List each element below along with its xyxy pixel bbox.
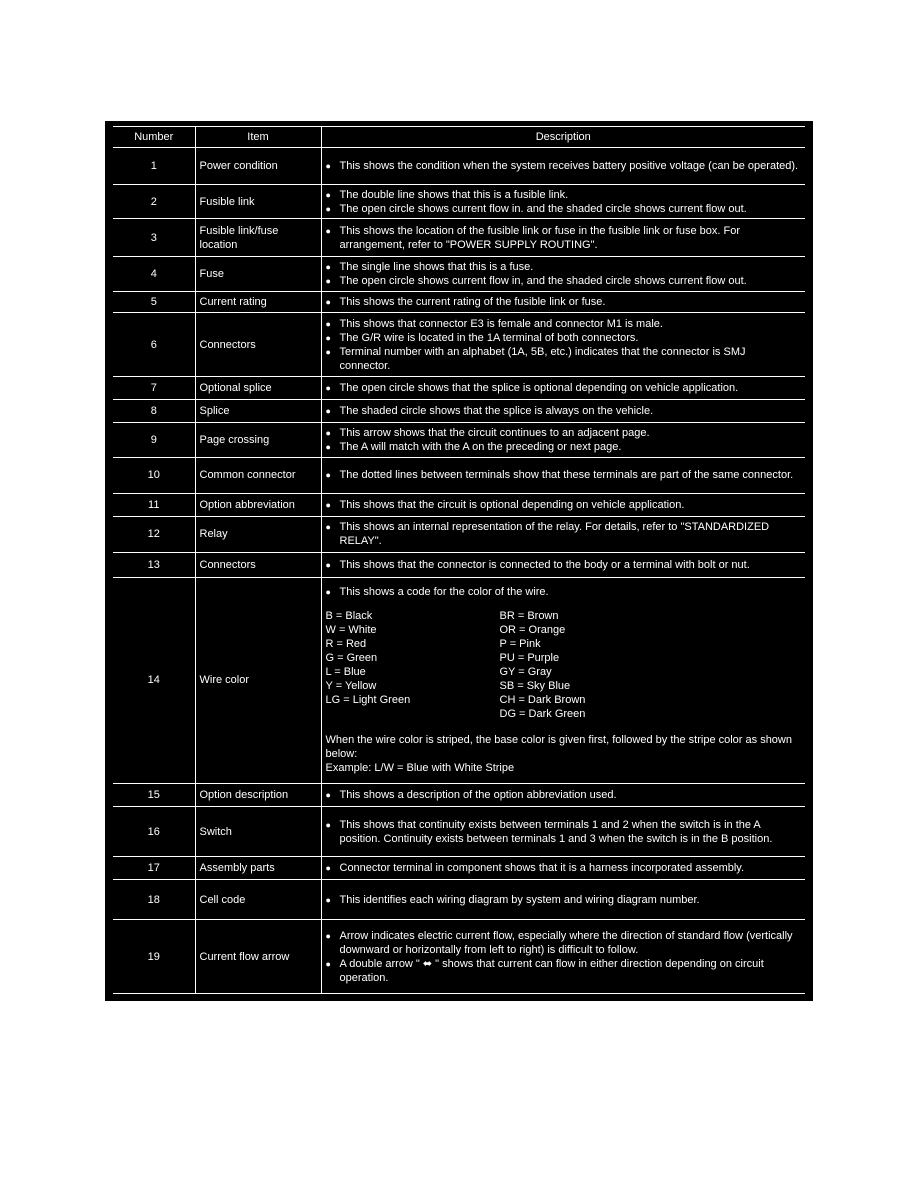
bullet-item: ● This shows a description of the option abbreviation used. xyxy=(326,788,800,802)
row-description xyxy=(321,920,805,994)
color-code-grid xyxy=(326,609,800,721)
row-number: 9 xyxy=(113,423,195,458)
row-item: Common connector xyxy=(195,457,321,493)
row-item: Connectors xyxy=(195,552,321,577)
color-code: BR = Brown xyxy=(499,610,559,623)
color-code: LG = Light Green xyxy=(325,694,411,707)
bullet-item: ● The open circle shows current flow in. and the shaded circle shows current flow out. xyxy=(326,202,800,216)
table-row xyxy=(113,806,805,856)
header-description: Description xyxy=(321,127,805,148)
row-item: Option description xyxy=(195,783,321,806)
bullet-list xyxy=(326,260,800,288)
table-row xyxy=(113,577,805,783)
row-number: 8 xyxy=(113,400,195,423)
row-number: 3 xyxy=(113,219,195,257)
row-number: 10 xyxy=(113,457,195,493)
header-number: Number xyxy=(113,127,195,148)
bullet-item: ● This arrow shows that the circuit continues to an adjacent page. xyxy=(326,426,800,440)
table-row xyxy=(113,423,805,458)
table-row xyxy=(113,880,805,920)
bullet-item: ● A double arrow " ⬌ " shows that current can flow in either direction depending on circuit operation. xyxy=(326,957,800,985)
color-code: Y = Yellow xyxy=(325,680,377,693)
row-number: 1 xyxy=(113,148,195,185)
bullet-item: ● This shows the current rating of the fusible link or fuse. xyxy=(326,295,800,309)
color-code: CH = Dark Brown xyxy=(499,694,586,707)
row-description xyxy=(321,148,805,185)
bullet-item: ● The dotted lines between terminals show that these terminals are part of the same connector. xyxy=(326,468,800,482)
row-description xyxy=(321,806,805,856)
bullet-item: ● The open circle shows that the splice is optional depending on vehicle application. xyxy=(326,381,800,395)
header-row xyxy=(113,127,805,148)
bullet-list xyxy=(326,893,800,907)
color-code: W = White xyxy=(325,624,377,637)
row-number: 7 xyxy=(113,377,195,400)
row-description xyxy=(321,312,805,376)
row-number: 11 xyxy=(113,493,195,516)
bullet-item: ● This shows that connector E3 is female and connector M1 is male. xyxy=(326,317,800,331)
table-row xyxy=(113,516,805,552)
row-item: Current flow arrow xyxy=(195,920,321,994)
color-code: P = Pink xyxy=(499,638,541,651)
row-item: Optional splice xyxy=(195,377,321,400)
row-item: Current rating xyxy=(195,291,321,312)
color-code: DG = Dark Green xyxy=(499,708,586,721)
table-row xyxy=(113,312,805,376)
row-description xyxy=(321,880,805,920)
stripe-example: Example: L/W = Blue with White Stripe xyxy=(325,762,515,775)
bullet-item: ● This shows that the circuit is optional depending on vehicle application. xyxy=(326,498,800,512)
row-description xyxy=(321,400,805,423)
row-description xyxy=(321,377,805,400)
row-description xyxy=(321,493,805,516)
row-item: Connectors xyxy=(195,312,321,376)
table-row xyxy=(113,857,805,880)
table-row xyxy=(113,920,805,994)
bullet-item: ● Terminal number with an alphabet (1A, 5B, etc.) indicates that the connector is SMJ connector. xyxy=(326,345,800,373)
bullet-item: ● The single line shows that this is a fuse. xyxy=(326,260,800,274)
bullet-list xyxy=(326,818,800,846)
table-row xyxy=(113,493,805,516)
row-description xyxy=(321,291,805,312)
color-code xyxy=(326,707,500,721)
color-code: L = Blue xyxy=(325,666,366,679)
table-body xyxy=(113,148,805,994)
bullet-list xyxy=(326,426,800,454)
row-item: Assembly parts xyxy=(195,857,321,880)
bullet-item: ● This shows a code for the color of the wire. xyxy=(326,585,800,599)
row-number: 19 xyxy=(113,920,195,994)
bullet-item: ● The shaded circle shows that the splice is always on the vehicle. xyxy=(326,404,800,418)
table-row xyxy=(113,783,805,806)
row-number: 5 xyxy=(113,291,195,312)
table-row xyxy=(113,400,805,423)
color-code: PU = Purple xyxy=(499,652,560,665)
bullet-list xyxy=(326,585,800,599)
table-row xyxy=(113,219,805,257)
row-item: Power condition xyxy=(195,148,321,185)
legend-table xyxy=(113,126,805,994)
bullet-item: ● This shows that continuity exists between terminals 1 and 2 when the switch is in the A position. Continuity exists between terminals 1 and 3 when the switch is in the B position. xyxy=(326,818,800,846)
bullet-item: ● The double line shows that this is a fusible link. xyxy=(326,188,800,202)
bullet-list xyxy=(326,381,800,395)
bullet-list xyxy=(326,788,800,802)
bullet-list xyxy=(326,404,800,418)
bullet-list xyxy=(326,188,800,216)
bullet-list xyxy=(326,317,800,373)
document-sheet xyxy=(105,121,813,1001)
row-description xyxy=(321,783,805,806)
bullet-list xyxy=(326,929,800,985)
bullet-item: ● This shows the condition when the system receives battery positive voltage (can be operated). xyxy=(326,159,800,173)
table-row xyxy=(113,184,805,219)
row-description xyxy=(321,857,805,880)
bullet-item: ● The A will match with the A on the preceding or next page. xyxy=(326,440,800,454)
table-row xyxy=(113,457,805,493)
row-number: 17 xyxy=(113,857,195,880)
table-row xyxy=(113,291,805,312)
bullet-item: ● Connector terminal in component shows that it is a harness incorporated assembly. xyxy=(326,861,800,875)
row-description xyxy=(321,184,805,219)
row-number: 15 xyxy=(113,783,195,806)
row-number: 12 xyxy=(113,516,195,552)
row-description xyxy=(321,257,805,292)
bullet-list xyxy=(326,224,800,252)
row-number: 16 xyxy=(113,806,195,856)
row-number: 18 xyxy=(113,880,195,920)
row-item: Fuse xyxy=(195,257,321,292)
row-description xyxy=(321,457,805,493)
bullet-item: ● The open circle shows current flow in, and the shaded circle shows current flow out. xyxy=(326,274,800,288)
table-row xyxy=(113,257,805,292)
bullet-list xyxy=(326,159,800,173)
row-description xyxy=(321,552,805,577)
row-item: Option abbreviation xyxy=(195,493,321,516)
color-code: SB = Sky Blue xyxy=(499,680,571,693)
row-description xyxy=(321,423,805,458)
bullet-list xyxy=(326,520,800,548)
row-item: Page crossing xyxy=(195,423,321,458)
row-number: 4 xyxy=(113,257,195,292)
stripe-note: When the wire color is striped, the base color is given first, followed by the stripe color as shown below: xyxy=(325,734,792,761)
bullet-list xyxy=(326,468,800,482)
color-code: R = Red xyxy=(325,638,367,651)
row-item: Splice xyxy=(195,400,321,423)
row-item: Switch xyxy=(195,806,321,856)
row-item: Wire color xyxy=(195,577,321,783)
row-number: 14 xyxy=(113,577,195,783)
row-item: Fusible link xyxy=(195,184,321,219)
row-number: 6 xyxy=(113,312,195,376)
bullet-item: ● This shows the location of the fusible link or fuse in the fusible link or fuse box. For arrangement, refer to "POWER SUPPLY ROUTING". xyxy=(326,224,800,252)
bullet-item: ● Arrow indicates electric current flow, especially where the direction of standard flow (vertically downward or horizontally from left to right) is difficult to follow. xyxy=(326,929,800,957)
row-item: Fusible link/fuse location xyxy=(195,219,321,257)
bullet-item: ● The G/R wire is located in the 1A terminal of both connectors. xyxy=(326,331,800,345)
bullet-list xyxy=(326,498,800,512)
color-code: G = Green xyxy=(325,652,378,665)
color-code: OR = Orange xyxy=(499,624,566,637)
table-row xyxy=(113,148,805,185)
bullet-list xyxy=(326,861,800,875)
row-item: Cell code xyxy=(195,880,321,920)
color-code: GY = Gray xyxy=(499,666,552,679)
row-number: 2 xyxy=(113,184,195,219)
bullet-list xyxy=(326,558,800,572)
row-description xyxy=(321,219,805,257)
row-description xyxy=(321,516,805,552)
header-item: Item xyxy=(195,127,321,148)
table-row xyxy=(113,377,805,400)
bullet-item: ● This identifies each wiring diagram by system and wiring diagram number. xyxy=(326,893,800,907)
color-code: B = Black xyxy=(325,610,373,623)
bullet-list xyxy=(326,295,800,309)
row-item: Relay xyxy=(195,516,321,552)
row-number: 13 xyxy=(113,552,195,577)
table-row xyxy=(113,552,805,577)
bullet-item: ● This shows that the connector is connected to the body or a terminal with bolt or nut. xyxy=(326,558,800,572)
bullet-item: ● This shows an internal representation of the relay. For details, refer to "STANDARDIZED RELAY". xyxy=(326,520,800,548)
row-description xyxy=(321,577,805,783)
